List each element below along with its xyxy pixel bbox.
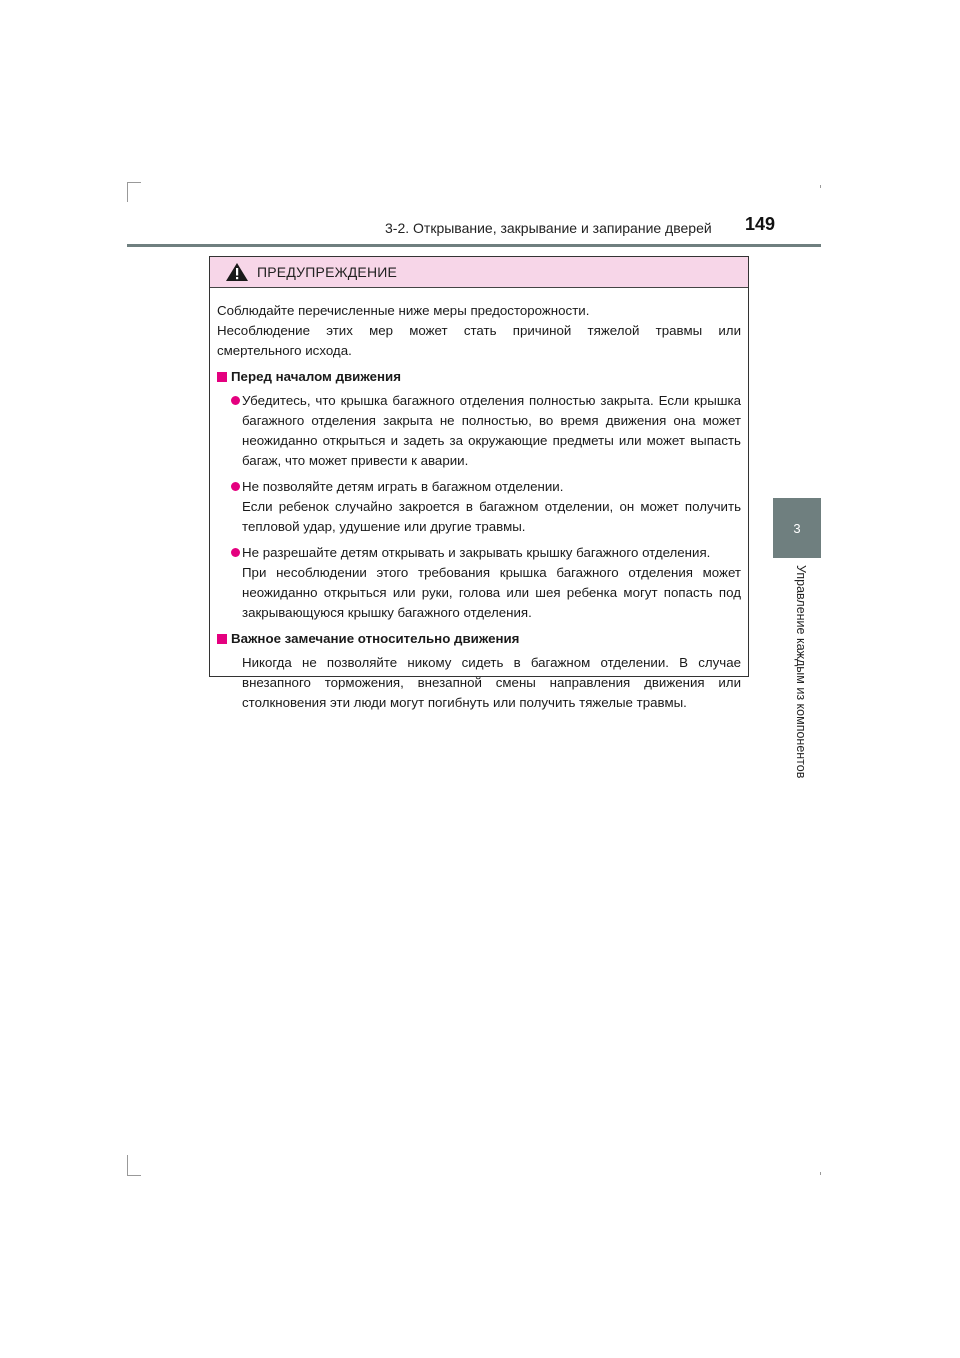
paragraph: При несоблюдении этого требования крышка багажного отделения может неожиданно открыться или руки, голова или шея ребенка могут попасть под закрывающуюся крышку багажного отделения. xyxy=(242,565,741,620)
intro-line: Соблюдайте перечисленные ниже меры предосторожности. xyxy=(217,303,590,318)
warning-triangle-icon xyxy=(225,262,249,282)
crop-mark-top-left xyxy=(127,182,141,183)
section-heading-text: Перед началом движения xyxy=(231,369,401,384)
circle-bullet-icon xyxy=(231,548,240,557)
warning-body xyxy=(210,288,748,713)
section-heading-text: Важное замечание относительно движения xyxy=(231,631,520,646)
circle-bullet-icon xyxy=(231,482,240,491)
list-item xyxy=(217,391,741,471)
intro-line: Несоблюдение этих мер может стать причиной тяжелой травмы или xyxy=(217,323,741,338)
crop-mark-top-left xyxy=(127,182,128,202)
paragraph: Если ребенок случайно закроется в багажном отделении, он может получить тепловой удар, удушение или другие травмы. xyxy=(242,499,741,534)
intro-line: смертельного исхода. xyxy=(217,343,352,358)
section-heading xyxy=(217,629,741,649)
paragraph: Не позволяйте детям играть в багажном отделении. xyxy=(242,479,564,494)
crop-mark-bottom-left xyxy=(127,1175,141,1176)
warning-header xyxy=(210,257,748,288)
list-item-text: Убедитесь, что крышка багажного отделения полностью закрыта. Если крышка багажного отделения закрыта не полностью, во время движения она может неожиданно открыться и задеть за окружающие предметы или может выпасть багаж, что может привести к аварии. xyxy=(242,393,741,468)
crop-mark-top-right xyxy=(820,185,821,188)
page-number: 149 xyxy=(745,214,776,234)
section-header-title: 3-2. Открывание, закрывание и запирание дверей xyxy=(385,220,712,236)
chapter-side-title: Управление каждым из компонентов xyxy=(794,565,808,779)
section-heading xyxy=(217,367,741,387)
header-rule xyxy=(127,244,821,247)
paragraph: Не разрешайте детям открывать и закрывать крышку багажного отделения. xyxy=(242,545,711,560)
warning-box xyxy=(209,256,749,710)
square-bullet-icon xyxy=(217,372,227,382)
list-item-text xyxy=(242,477,741,537)
list-item xyxy=(217,543,741,623)
list-item-text xyxy=(242,543,741,623)
crop-mark-bottom-right xyxy=(820,1172,821,1175)
section-text: Никогда не позволяйте никому сидеть в багажном отделении. В случае внезапного торможения, внезапной смены направления движения или столкновения эти люди могут погибнуть или получить тяжелые травмы. xyxy=(242,655,741,710)
circle-bullet-icon xyxy=(231,396,240,405)
chapter-number: 3 xyxy=(793,520,801,536)
chapter-tab xyxy=(773,498,821,558)
square-bullet-icon xyxy=(217,634,227,644)
warning-title: ПРЕДУПРЕЖДЕНИЕ xyxy=(257,264,398,280)
crop-mark-bottom-left xyxy=(127,1155,128,1175)
list-item xyxy=(217,477,741,537)
